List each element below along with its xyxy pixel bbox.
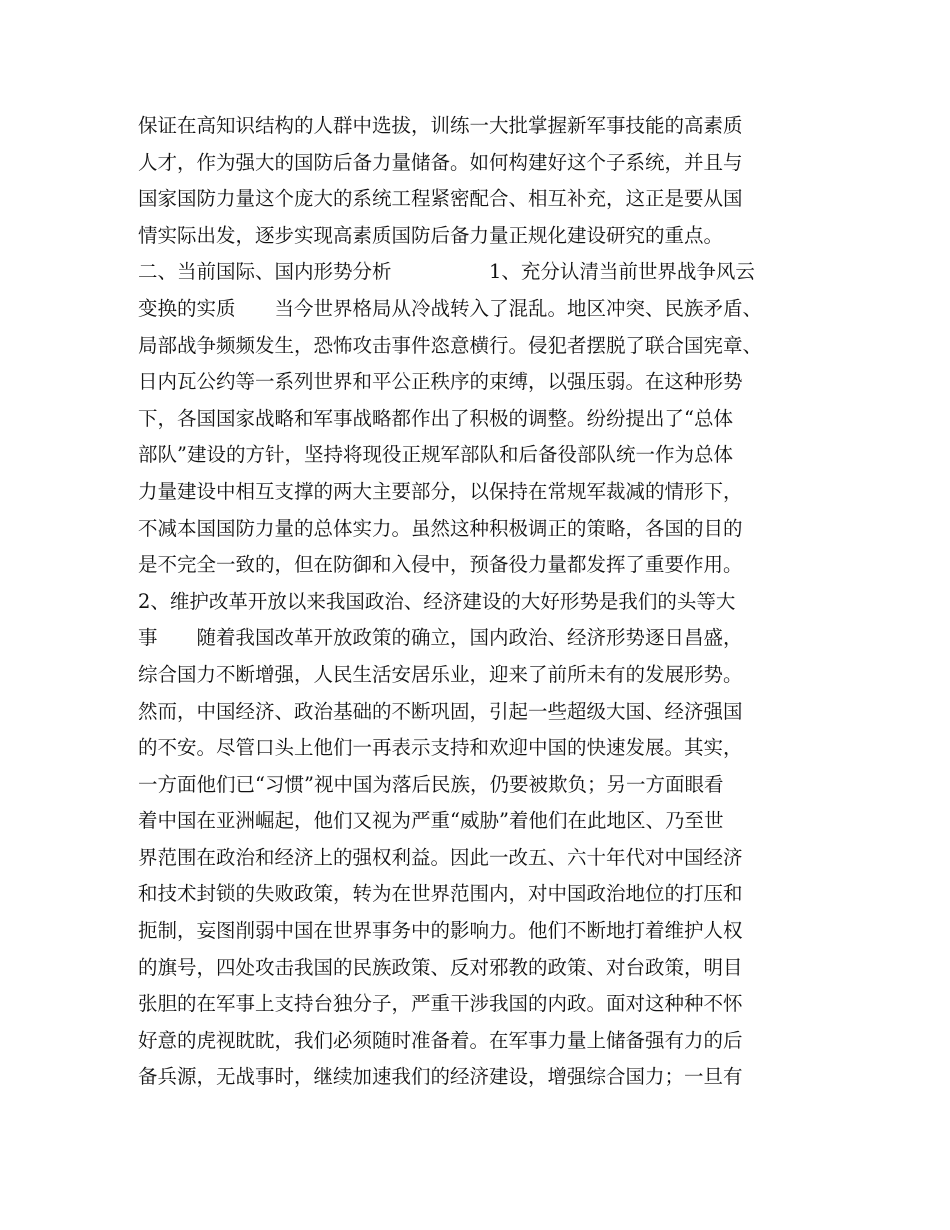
text-line: 综合国力不断增强，人民生活安居乐业，迎来了前所未有的发展形势。 [138, 662, 743, 686]
body-text [138, 108, 828, 1096]
text-line: 力量建设中相互支撑的两大主要部分，以保持在常规军裁减的情形下， [138, 479, 743, 503]
text-line: 好意的虎视眈眈，我们必须随时准备着。在军事力量上储备强有力的后 [138, 1028, 743, 1052]
text-line: 部队”建设的方针，坚持将现役正规军部队和后备役部队统一作为总体 [138, 443, 733, 467]
text-line: 一方面他们已“习惯”视中国为落后民族，仍要被欺负；另一方面眼看 [138, 772, 724, 796]
text-line: 人才，作为强大的国防后备力量储备。如何构建好这个子系统，并且与 [138, 150, 743, 174]
text-line: 和技术封锁的失败政策，转为在世界范围内，对中国政治地位的打压和 [138, 882, 743, 906]
text-line: 事 随着我国改革开放政策的确立，国内政治、经济形势逐日昌盛， [138, 626, 743, 650]
text-line: 然而，中国经济、政治基础的不断巩固，引起一些超级大国、经济强国 [138, 699, 743, 723]
text-line: 的旗号，四处攻击我国的民族政策、反对邪教的政策、对台政策，明目 [138, 955, 743, 979]
text-line: 是不完全一致的，但在防御和入侵中，预备役力量都发挥了重要作用。 [138, 553, 743, 577]
text-line: 国家国防力量这个庞大的系统工程紧密配合、相互补充，这正是要从国 [138, 187, 743, 211]
text-line: 变换的实质 当今世界格局从冷战转入了混乱。地区冲突、民族矛盾、 [138, 296, 763, 320]
text-line: 下，各国国家战略和军事战略都作出了积极的调整。纷纷提出了“总体 [138, 406, 733, 430]
text-line: 局部战争频频发生，恐怖攻击事件恣意横行。侵犯者摆脱了联合国宪章、 [138, 333, 763, 357]
text-line: 不减本国国防力量的总体实力。虽然这种积极调正的策略，各国的目的 [138, 516, 743, 540]
text-line: 的不安。尽管口头上他们一再表示支持和欢迎中国的快速发展。其实， [138, 736, 743, 760]
text-line: 二、当前国际、国内形势分析 1、充分认清当前世界战争风云 [138, 260, 755, 284]
text-line: 2、维护改革开放以来我国政治、经济建设的大好形势是我们的头等大 [138, 589, 736, 613]
text-line: 张胆的在军事上支持台独分子，严重干涉我国的内政。面对这种种不怀 [138, 992, 743, 1016]
text-line: 扼制，妄图削弱中国在世界事务中的影响力。他们不断地打着维护人权 [138, 919, 743, 943]
text-line: 情实际出发，逐步实现高素质国防后备力量正规化建设研究的重点。 [138, 223, 724, 247]
text-line: 备兵源，无战事时，继续加速我们的经济建设，增强综合国力；一旦有 [138, 1065, 743, 1089]
text-line: 保证在高知识结构的人群中选拔，训练一大批掌握新军事技能的高素质 [138, 114, 743, 137]
text-line: 日内瓦公约等一系列世界和平公正秩序的束缚，以强压弱。在这种形势 [138, 370, 743, 394]
text-line: 界范围在政治和经济上的强权利益。因此一改五、六十年代对中国经济 [138, 845, 743, 869]
text-line: 着中国在亚洲崛起，他们又视为严重“威胁”着他们在此地区、乃至世 [138, 809, 724, 833]
